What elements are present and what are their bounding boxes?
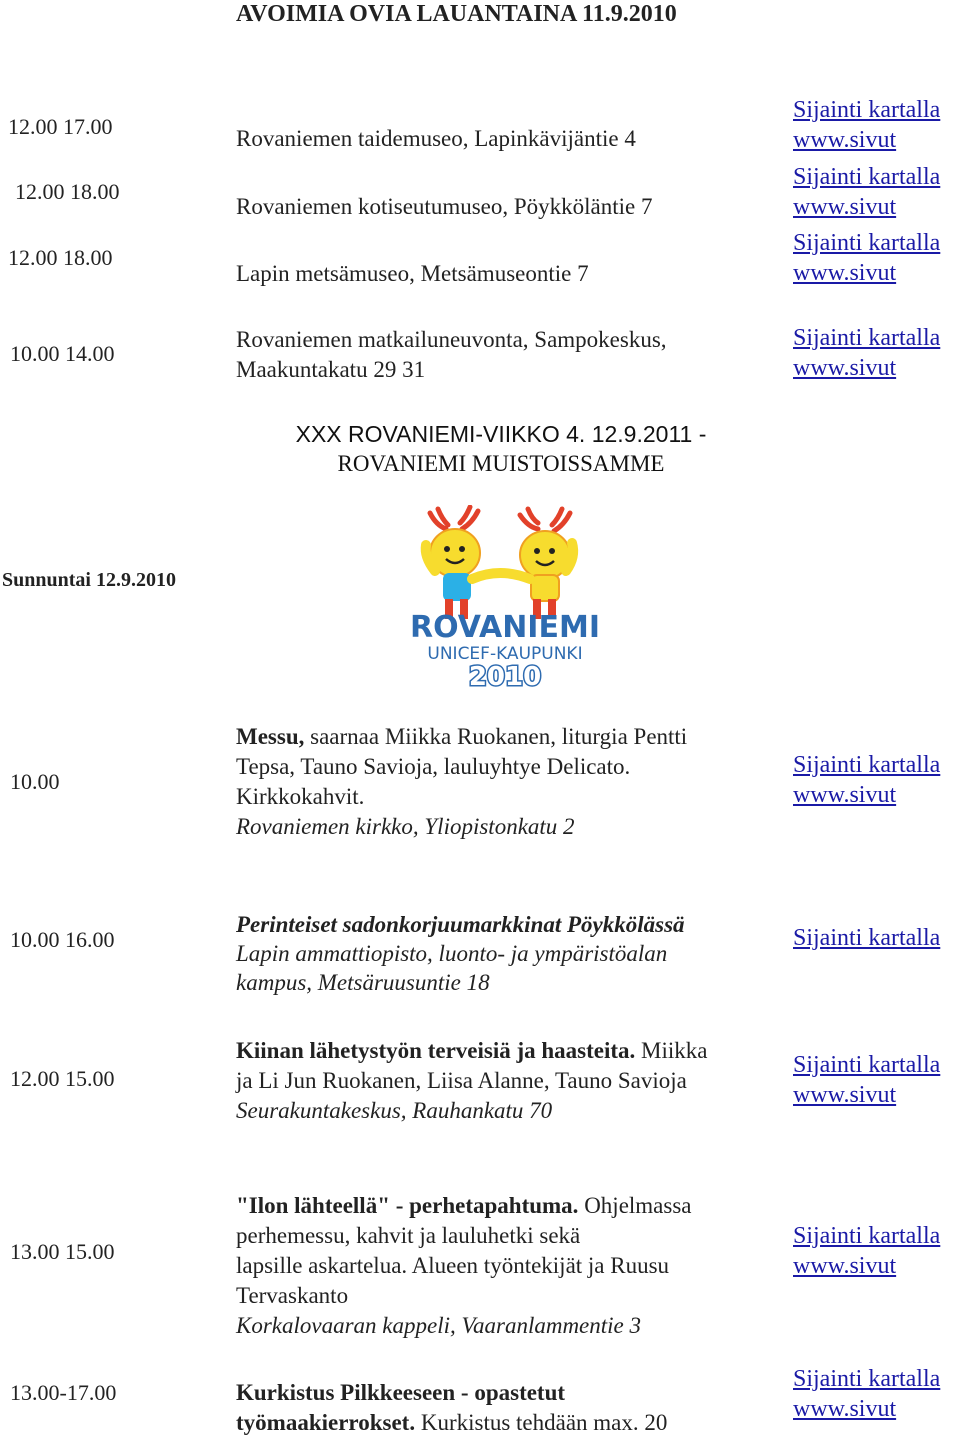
- event-line: [236, 722, 687, 752]
- event-place: Lapin ammattiopisto, luonto- ja ympäristöalan: [236, 941, 668, 966]
- website-link[interactable]: www.sivut: [793, 260, 897, 286]
- week-heading-line1: XXX ROVANIEMI-VIIKKO 4. 12.9.2011 -: [295, 421, 707, 447]
- website-link[interactable]: www.sivut: [793, 194, 897, 220]
- unicef-city-logo: [400, 505, 610, 690]
- time-label: 10.00 16.00: [10, 927, 115, 952]
- venue-text: Rovaniemen matkailuneuvonta, Sampokeskus,: [236, 327, 667, 352]
- event-text: Tepsa, Tauno Savioja, lauluyhtye Delicato.: [236, 754, 631, 779]
- time-label: 12.00 17.00: [8, 114, 113, 139]
- time-label: 10.00: [10, 769, 60, 794]
- event-title: Perinteiset sadonkorjuumarkkinat Pöykkölässä: [236, 912, 685, 937]
- week-heading-line2: ROVANIEMI MUISTOISSAMME: [337, 451, 665, 476]
- time-label: 12.00 18.00: [8, 245, 113, 270]
- event-text: Ohjelmassa: [584, 1193, 692, 1218]
- map-link[interactable]: Sijainti kartalla: [793, 230, 941, 256]
- event-title: Kurkistus Pilkkeeseen - opastetut: [236, 1380, 566, 1405]
- venue-text: Maakuntakatu 29 31: [236, 357, 426, 382]
- event-line: [236, 1191, 692, 1221]
- map-link[interactable]: Sijainti kartalla: [793, 164, 941, 190]
- website-link[interactable]: www.sivut: [793, 1396, 897, 1422]
- page-title: AVOIMIA OVIA LAUANTAINA 11.9.2010: [236, 1, 677, 27]
- website-link[interactable]: www.sivut: [793, 782, 897, 808]
- event-place: Korkalovaaran kappeli, Vaaranlammentie 3: [236, 1313, 642, 1338]
- venue-text: Lapin metsämuseo, Metsämuseontie 7: [236, 261, 589, 286]
- map-link[interactable]: Sijainti kartalla: [793, 97, 941, 123]
- event-title-cont: työmaakierrokset.: [236, 1410, 416, 1435]
- event-text: Kirkkokahvit.: [236, 784, 365, 809]
- event-title: Kiinan lähetystyön terveisiä ja haasteita.: [236, 1038, 636, 1063]
- event-text: saarnaa Miikka Ruokanen, liturgia Pentti: [310, 724, 688, 749]
- event-text: Kurkistus tehdään max. 20: [420, 1410, 668, 1435]
- event-place: kampus, Metsäruusuntie 18: [236, 970, 490, 995]
- day-label: Sunnuntai 12.9.2010: [2, 569, 176, 591]
- logo-graphic: [400, 505, 610, 690]
- event-place: Rovaniemen kirkko, Yliopistonkatu 2: [236, 814, 575, 839]
- map-link[interactable]: Sijainti kartalla: [793, 325, 941, 351]
- time-label: 13.00 15.00: [10, 1239, 115, 1264]
- time-label: 12.00 15.00: [10, 1066, 115, 1091]
- time-label: 12.00 18.00: [15, 179, 120, 204]
- map-link[interactable]: Sijainti kartalla: [793, 1223, 941, 1249]
- event-title: Messu,: [236, 724, 305, 749]
- website-link[interactable]: www.sivut: [793, 355, 897, 381]
- map-link[interactable]: Sijainti kartalla: [793, 752, 941, 778]
- logo-text-year: 2010: [468, 662, 542, 690]
- week-heading: [236, 419, 766, 449]
- event-text: Miikka: [641, 1038, 708, 1063]
- logo-text-rovaniemi: ROVANIEMI: [410, 610, 600, 645]
- map-link[interactable]: Sijainti kartalla: [793, 925, 941, 951]
- event-text: ja Li Jun Ruokanen, Liisa Alanne, Tauno Savioja: [236, 1068, 687, 1093]
- logo-text-unicef: UNICEF-KAUPUNKI: [427, 644, 583, 664]
- event-title: "Ilon lähteellä" - perhetapahtuma.: [236, 1193, 579, 1218]
- map-link[interactable]: Sijainti kartalla: [793, 1366, 941, 1392]
- venue-text: Rovaniemen kotiseutumuseo, Pöykköläntie 7: [236, 194, 653, 219]
- event-place: Seurakuntakeskus, Rauhankatu 70: [236, 1098, 553, 1123]
- time-label: 13.00-17.00: [10, 1380, 117, 1405]
- map-link[interactable]: Sijainti kartalla: [793, 1052, 941, 1078]
- event-line: [236, 1408, 667, 1438]
- event-text: Tervaskanto: [236, 1283, 349, 1308]
- website-link[interactable]: www.sivut: [793, 1253, 897, 1279]
- website-link[interactable]: www.sivut: [793, 127, 897, 153]
- event-text: perhemessu, kahvit ja lauluhetki sekä: [236, 1223, 581, 1248]
- event-text: lapsille askartelua. Alueen työntekijät ja Ruusu: [236, 1253, 670, 1278]
- event-line: [236, 1036, 708, 1066]
- venue-text: Rovaniemen taidemuseo, Lapinkävijäntie 4: [236, 126, 636, 151]
- time-label: 10.00 14.00: [10, 341, 115, 366]
- website-link[interactable]: www.sivut: [793, 1082, 897, 1108]
